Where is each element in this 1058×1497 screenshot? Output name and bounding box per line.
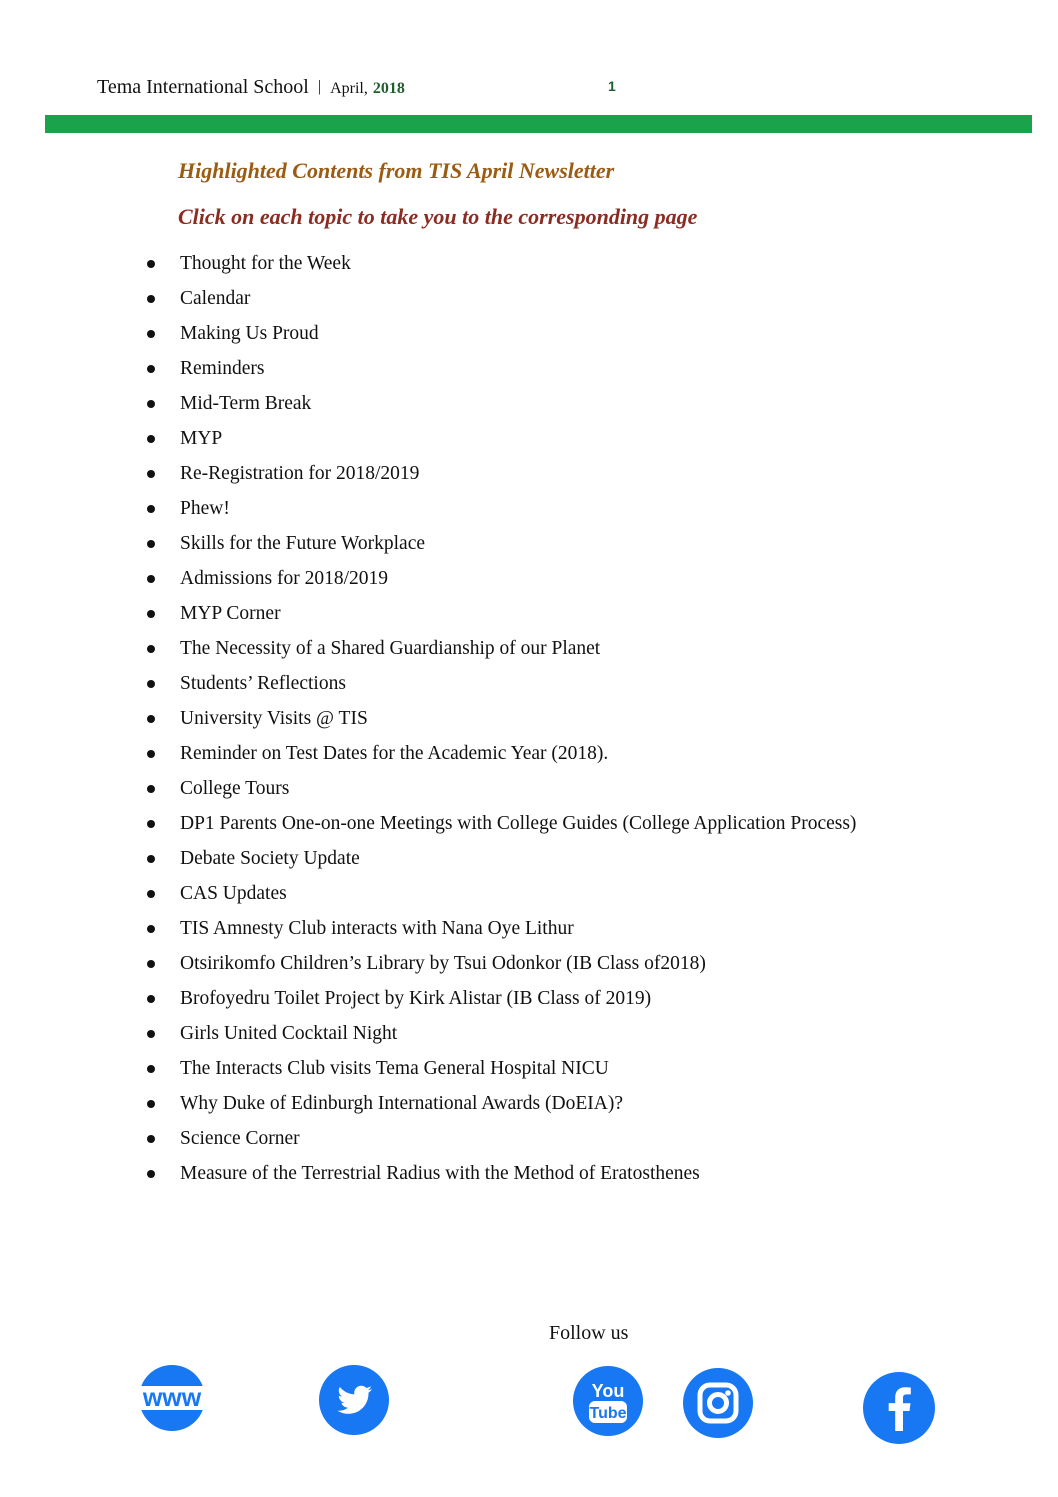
bullet-icon [147, 1170, 155, 1178]
topic-link[interactable]: DP1 Parents One-on-one Meetings with College Guides (College Application Process) [180, 813, 857, 834]
topic-link[interactable]: Mid-Term Break [180, 393, 312, 414]
topic-link[interactable]: MYP [180, 428, 223, 449]
bullet-icon [147, 505, 155, 513]
topic-link[interactable]: College Tours [180, 778, 290, 799]
youtube-icon[interactable] [572, 1365, 644, 1437]
school-name: Tema International School [97, 76, 309, 98]
instruction-heading: Click on each topic to take you to the corresponding page [178, 204, 698, 229]
bullet-icon [147, 540, 155, 548]
bullet-icon [147, 820, 155, 828]
bullet-icon [147, 575, 155, 583]
header-year: 2018 [372, 80, 405, 97]
bullet-icon [147, 890, 155, 898]
bullet-icon [147, 995, 155, 1003]
bullet-icon [147, 680, 155, 688]
topic-link[interactable]: Calendar [180, 288, 251, 309]
topic-link[interactable]: Girls United Cocktail Night [180, 1023, 398, 1044]
youtube-icon-bottom-text: Tube [589, 1405, 627, 1422]
bullet-icon [147, 1030, 155, 1038]
page-header [97, 76, 405, 99]
topic-link[interactable]: Thought for the Week [180, 253, 351, 274]
topic-link[interactable]: Reminder on Test Dates for the Academic Year (2018). [180, 743, 609, 764]
header-divider-bar [45, 115, 1032, 133]
youtube-icon-top-text: You [591, 1381, 625, 1401]
bullet-icon [147, 470, 155, 478]
topic-link[interactable]: Brofoyedru Toilet Project by Kirk Alistar (IB Class of 2019) [180, 988, 652, 1009]
bullet-icon [147, 1135, 155, 1143]
topic-link[interactable]: Measure of the Terrestrial Radius with the Method of Eratosthenes [180, 1163, 700, 1184]
topic-link[interactable]: Phew! [180, 498, 230, 519]
header-month: April, [330, 80, 368, 97]
topic-link[interactable]: Otsirikomfo Children’s Library by Tsui Odonkor (IB Class of2018) [180, 953, 706, 974]
topic-link[interactable]: Science Corner [180, 1128, 300, 1149]
bullet-icon [147, 925, 155, 933]
header-separator: | [317, 78, 322, 95]
topic-link[interactable]: Reminders [180, 358, 265, 379]
bullet-icon [147, 435, 155, 443]
bullet-icon [147, 1065, 155, 1073]
topic-link[interactable]: Skills for the Future Workplace [180, 533, 426, 554]
topic-link[interactable]: University Visits @ TIS [180, 708, 368, 729]
topic-link[interactable]: The Necessity of a Shared Guardianship of our Planet [180, 638, 601, 659]
website-icon[interactable] [132, 1363, 212, 1433]
topic-link[interactable]: Debate Society Update [180, 848, 360, 869]
facebook-icon[interactable] [862, 1371, 936, 1445]
bullet-icon [147, 1100, 155, 1108]
topic-link[interactable]: The Interacts Club visits Tema General Hospital NICU [180, 1058, 609, 1079]
bullet-icon [147, 365, 155, 373]
bullet-icon [147, 960, 155, 968]
topic-link[interactable]: Re-Registration for 2018/2019 [180, 463, 420, 484]
bullet-icon [147, 400, 155, 408]
topic-link[interactable]: Admissions for 2018/2019 [180, 568, 389, 589]
bullet-icon [147, 645, 155, 653]
website-icon-text: www [142, 1384, 202, 1412]
bullet-icon [147, 295, 155, 303]
newsletter-title: Highlighted Contents from TIS April Newsletter [178, 158, 615, 183]
bullet-icon [147, 260, 155, 268]
twitter-icon[interactable] [318, 1364, 390, 1436]
bullet-icon [147, 610, 155, 618]
bullet-icon [147, 715, 155, 723]
topic-link[interactable]: Making Us Proud [180, 323, 319, 344]
instagram-icon[interactable] [682, 1367, 754, 1439]
topic-link[interactable]: Students’ Reflections [180, 673, 346, 694]
bullet-icon [147, 330, 155, 338]
bullet-icon [147, 855, 155, 863]
topic-link[interactable]: CAS Updates [180, 883, 287, 904]
bullet-icon [147, 750, 155, 758]
topic-link[interactable]: MYP Corner [180, 603, 281, 624]
page-number: 1 [608, 78, 616, 94]
bullet-icon [147, 785, 155, 793]
topic-link[interactable]: Why Duke of Edinburgh International Awards (DoEIA)? [180, 1093, 623, 1114]
topic-link[interactable]: TIS Amnesty Club interacts with Nana Oye Lithur [180, 918, 574, 939]
follow-us-label: Follow us [549, 1322, 629, 1344]
